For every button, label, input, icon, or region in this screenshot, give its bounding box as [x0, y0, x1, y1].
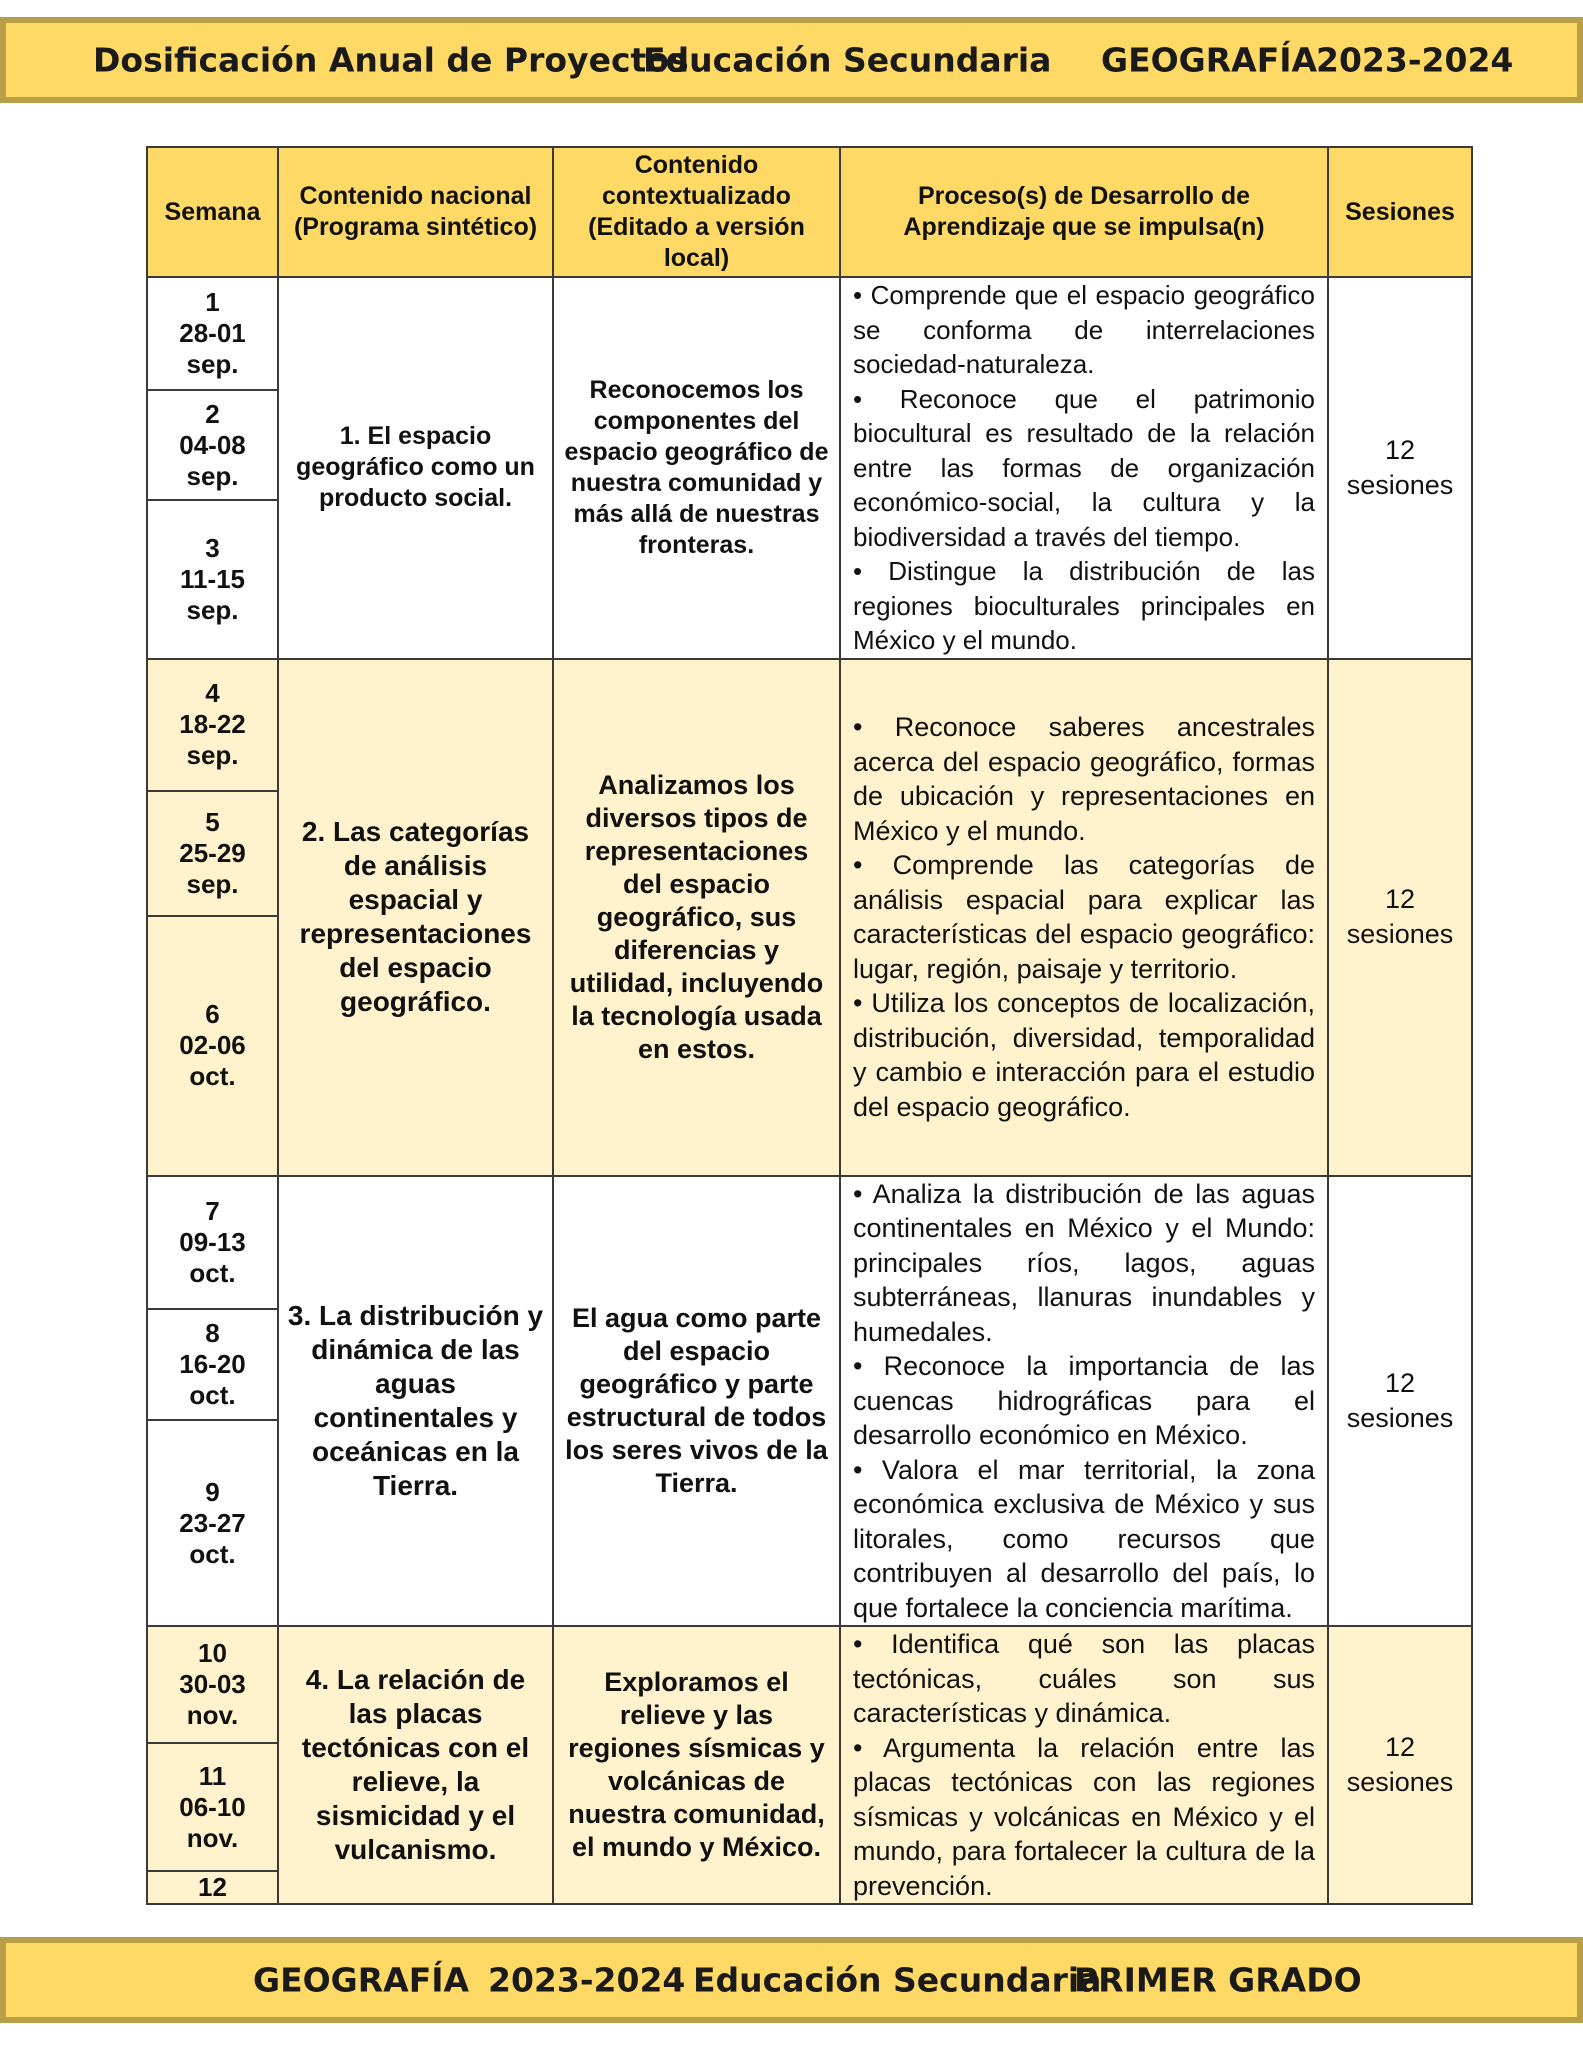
national-content-1: 1. El espacio geográfico como un producto social. [278, 277, 553, 659]
process-item: • Distingue la distribución de las regiones bioculturales principales en México y el mundo. [853, 556, 1315, 655]
national-content-3: 3. La distribución y dinámica de las aguas continentales y oceánicas en la Tierra. [278, 1176, 553, 1627]
week-cell: 8 16-20 oct. [147, 1309, 278, 1420]
contextual-content-4: Exploramos el relieve y las regiones sísmicas y volcánicas de nuestra comunidad, el mundo y México. [553, 1626, 840, 1904]
sessions-1: 12 sesiones [1328, 277, 1472, 659]
sessions-2: 12 sesiones [1328, 659, 1472, 1176]
week-cell: 5 25-29 sep. [147, 791, 278, 916]
sessions-3: 12 sesiones [1328, 1176, 1472, 1627]
process-item: • Reconoce la importancia de las cuencas hidrográficas para el desarrollo económico en México. [853, 1351, 1315, 1450]
header-program-title: Dosificación Anual de Proyectos [93, 40, 689, 80]
week-cell: 9 23-27 oct. [147, 1420, 278, 1626]
contextual-content-2: Analizamos los diversos tipos de representaciones del espacio geográfico, sus diferencias y utilidad, incluyendo la tecnología usada en estos. [553, 659, 840, 1176]
contextual-content-1: Reconocemos los componentes del espacio geográfico de nuestra comunidad y más allá de nuestras fronteras. [553, 277, 840, 659]
week-cell: 1 28-01 sep. [147, 277, 278, 390]
process-item: • Argumenta la relación entre las placas tectónicas con las regiones sísmicas y volcánicas en México y el mundo, para fortalecer la cultura de la prevención. [853, 1732, 1315, 1901]
national-content-4: 4. La relación de las placas tectónicas con el relieve, la sismicidad y el vulcanismo. [278, 1626, 553, 1904]
processes-3 [840, 1176, 1328, 1627]
header-contextual-content: Contenido contextualizado (Editado a versión local) [553, 147, 840, 277]
header-banner [0, 17, 1583, 103]
footer-banner [0, 1937, 1583, 2023]
header-week: Semana [147, 147, 278, 277]
dosification-table [146, 146, 1473, 1905]
process-item: • Analiza la distribución de las aguas continentales en México y el Mundo: principales ríos, lagos, aguas subterráneas, llanuras inundables y humedales. [853, 1178, 1315, 1347]
header-level: Educación Secundaria [643, 40, 1052, 80]
process-item: • Comprende que el espacio geográfico se conforma de interrelaciones sociedad-naturaleza. [853, 280, 1315, 379]
week-cell: 12 [147, 1871, 278, 1904]
header-subject: GEOGRAFÍA [1101, 40, 1318, 80]
processes-4 [840, 1626, 1328, 1904]
contextual-content-3: El agua como parte del espacio geográfico y parte estructural de todos los seres vivos de la Tierra. [553, 1176, 840, 1627]
footer-year: 2023-2024 [488, 1960, 686, 2000]
national-content-2: 2. Las categorías de análisis espacial y representaciones del espacio geográfico. [278, 659, 553, 1176]
header-processes: Proceso(s) de Desarrollo de Aprendizaje que se impulsa(n) [840, 147, 1328, 277]
header-sessions: Sesiones [1328, 147, 1472, 277]
process-item: • Comprende las categorías de análisis espacial para explicar las características del espacio geográfico: lugar, región, paisaje y territorio. [853, 850, 1315, 984]
process-item: • Reconoce que el patrimonio biocultural es resultado de la relación entre las formas de organización económico-social, la cultura y la biodiversidad a través del tiempo. [853, 383, 1315, 552]
process-item: • Valora el mar territorial, la zona económica exclusiva de México y sus litorales, como recursos que contribuyen al desarrollo del país, lo que fortalece la conciencia marítima. [853, 1454, 1315, 1623]
sessions-4: 12 sesiones [1328, 1626, 1472, 1904]
processes-2 [840, 659, 1328, 1176]
week-cell: 11 06-10 nov. [147, 1743, 278, 1870]
week-cell: 6 02-06 oct. [147, 916, 278, 1176]
footer-grade: PRIMER GRADO [1074, 1960, 1362, 2000]
process-item: • Identifica qué son las placas tectónicas, cuáles son sus características y dinámica. [853, 1629, 1315, 1728]
week-cell: 2 04-08 sep. [147, 390, 278, 501]
week-cell: 4 18-22 sep. [147, 659, 278, 791]
week-cell: 7 09-13 oct. [147, 1176, 278, 1309]
week-cell: 3 11-15 sep. [147, 500, 278, 658]
header-national-content: Contenido nacional (Programa sintético) [278, 147, 553, 277]
header-year: 2023-2024 [1316, 40, 1514, 80]
footer-level: Educación Secundaria [693, 1960, 1102, 2000]
process-item: • Utiliza los conceptos de localización, distribución, diversidad, temporalidad y cambio e interacción para el estudio del espacio geográfico. [853, 988, 1315, 1122]
footer-subject: GEOGRAFÍA [253, 1960, 470, 2000]
process-item: • Reconoce saberes ancestrales acerca del espacio geográfico, formas de ubicación y representaciones en México y el mundo. [853, 712, 1315, 846]
processes-1 [840, 277, 1328, 659]
week-cell: 10 30-03 nov. [147, 1626, 278, 1743]
